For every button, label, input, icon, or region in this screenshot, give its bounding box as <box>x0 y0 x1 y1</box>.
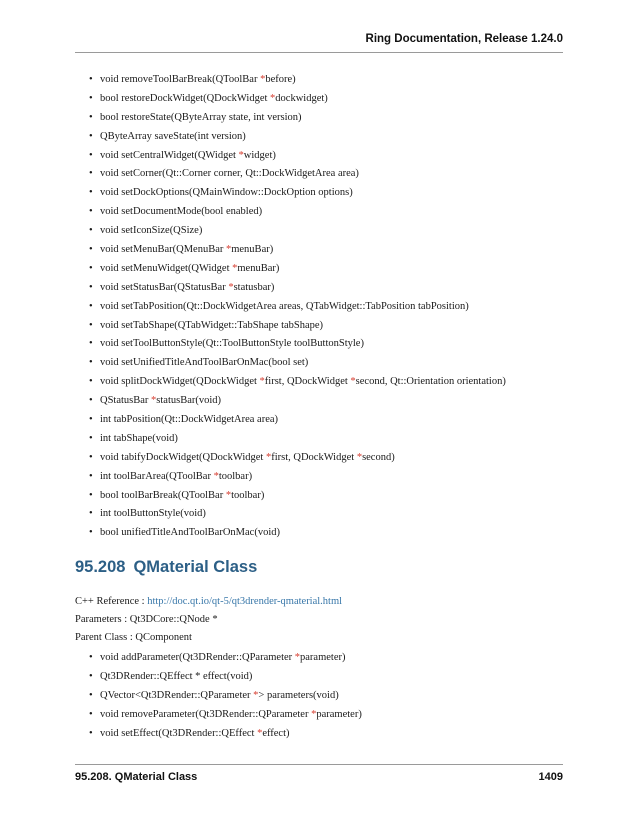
method-item <box>89 449 506 468</box>
method-item <box>89 649 362 668</box>
footer-section: 95.208. QMaterial Class <box>75 771 198 783</box>
pointer-star: * <box>225 244 232 256</box>
page-number: 1409 <box>538 771 563 783</box>
method-item <box>89 109 506 128</box>
method-list-bottom <box>89 649 362 743</box>
bullet-icon: • <box>89 727 93 739</box>
method-text: widget) <box>243 149 276 161</box>
method-item <box>89 335 506 354</box>
bullet-icon: • <box>89 670 93 682</box>
bullet-icon: • <box>89 376 93 388</box>
method-item <box>89 203 506 222</box>
method-text: void setUnifiedTitleAndToolBarOnMac(bool set) <box>100 357 309 369</box>
method-item <box>89 147 506 166</box>
reference-label: C++ Reference : <box>75 596 148 607</box>
method-item <box>89 317 506 336</box>
bullet-icon: • <box>89 262 93 274</box>
bullet-icon: • <box>89 689 93 701</box>
bullet-icon: • <box>89 92 93 104</box>
method-item <box>89 725 362 744</box>
pointer-star: * <box>225 489 232 501</box>
bullet-icon: • <box>89 281 93 293</box>
method-text: > parameters(void) <box>258 689 339 701</box>
section-title: QMaterial Class <box>133 558 258 576</box>
method-text: void setToolButtonStyle(Qt::ToolButtonStyle toolButtonStyle) <box>100 338 364 350</box>
bullet-icon: • <box>89 357 93 369</box>
running-footer <box>75 771 563 783</box>
cpp-reference <box>75 596 342 607</box>
method-text: bool unifiedTitleAndToolBarOnMac(void) <box>100 527 280 539</box>
method-text: int toolBarArea(QToolBar <box>100 470 214 482</box>
bullet-icon: • <box>89 708 93 720</box>
header-divider <box>75 52 563 53</box>
bullet-icon: • <box>89 206 93 218</box>
method-item <box>89 411 506 430</box>
running-header: Ring Documentation, Release 1.24.0 <box>365 33 563 45</box>
bullet-icon: • <box>89 74 93 85</box>
bullet-icon: • <box>89 319 93 331</box>
method-text: void setTabShape(QTabWidget::TabShape tabShape) <box>100 319 324 331</box>
method-item <box>89 524 506 543</box>
method-item <box>89 184 506 203</box>
bullet-icon: • <box>89 527 93 539</box>
method-text: void tabifyDockWidget(QDockWidget <box>100 451 266 463</box>
bullet-icon: • <box>89 395 93 407</box>
bullet-icon: • <box>89 652 93 663</box>
pointer-star: * <box>213 470 219 482</box>
method-text: second, Qt::Orientation orientation) <box>355 376 506 388</box>
bullet-icon: • <box>89 338 93 350</box>
parent-class-line: Parent Class : QComponent <box>75 632 192 643</box>
method-text: int tabShape(void) <box>100 432 178 444</box>
pointer-star: * <box>228 281 234 293</box>
method-item <box>89 687 362 706</box>
method-item <box>89 165 506 184</box>
method-item <box>89 487 506 506</box>
method-text: QByteArray saveState(int version) <box>100 130 246 142</box>
method-text: second) <box>362 451 395 463</box>
bullet-icon: • <box>89 300 93 312</box>
pointer-star: * <box>259 376 265 388</box>
pointer-star: * <box>270 92 276 104</box>
method-text: void setDocumentMode(bool enabled) <box>100 206 263 218</box>
method-text: parameter) <box>316 708 362 720</box>
bullet-icon: • <box>89 244 93 256</box>
section-number: 95.208 <box>75 558 126 576</box>
pointer-star: * <box>232 262 238 274</box>
method-text: bool restoreState(QByteArray state, int version) <box>100 111 302 123</box>
pointer-star: * <box>356 451 363 463</box>
method-text: void setCentralWidget(QWidget <box>100 149 239 161</box>
bullet-icon: • <box>89 225 93 237</box>
pointer-star: * <box>265 451 272 463</box>
method-text: void setEffect(Qt3DRender::QEffect <box>100 727 258 739</box>
method-item <box>89 128 506 147</box>
method-text: effect) <box>262 727 290 739</box>
bullet-icon: • <box>89 168 93 180</box>
method-text: void splitDockWidget(QDockWidget <box>100 376 260 388</box>
bullet-icon: • <box>89 451 93 463</box>
method-item <box>89 392 506 411</box>
method-item <box>89 279 506 298</box>
pointer-star: * <box>350 376 356 388</box>
method-text: parameter) <box>300 652 346 663</box>
pointer-star: * <box>260 74 266 85</box>
method-text: toolbar) <box>218 470 253 482</box>
method-text: void setMenuWidget(QWidget <box>100 262 233 274</box>
method-text: QStatusBar <box>100 395 152 407</box>
method-text: void setCorner(Qt::Corner corner, Qt::DockWidgetArea area) <box>100 168 359 180</box>
bullet-icon: • <box>89 432 93 444</box>
method-item <box>89 260 506 279</box>
method-text: Qt3DRender::QEffect * effect(void) <box>100 670 253 682</box>
method-text: void removeToolBarBreak(QToolBar <box>100 74 261 85</box>
method-list-top <box>89 71 506 543</box>
method-item <box>89 298 506 317</box>
method-text: void setIconSize(QSize) <box>100 225 203 237</box>
method-text: void setDockOptions(QMainWindow::DockOption options) <box>100 187 353 199</box>
method-item <box>89 505 506 524</box>
method-item <box>89 373 506 392</box>
method-text: statusBar(void) <box>156 395 222 407</box>
reference-link[interactable]: http://doc.qt.io/qt-5/qt3drender-qmaterial.html <box>147 596 343 607</box>
bullet-icon: • <box>89 508 93 520</box>
method-text: dockwidget) <box>275 92 328 104</box>
method-item <box>89 706 362 725</box>
pointer-star: * <box>151 395 157 407</box>
parameters-line: Parameters : Qt3DCore::QNode * <box>75 614 218 625</box>
bullet-icon: • <box>89 111 93 123</box>
method-item <box>89 668 362 687</box>
method-item <box>89 430 506 449</box>
pointer-star: * <box>294 652 301 663</box>
method-text: void setStatusBar(QStatusBar <box>100 281 229 293</box>
bullet-icon: • <box>89 489 93 501</box>
method-text: first, QDockWidget <box>264 376 351 388</box>
method-text: before) <box>265 74 296 85</box>
method-text: int tabPosition(Qt::DockWidgetArea area) <box>100 414 279 426</box>
method-text: void setTabPosition(Qt::DockWidgetArea areas, QTabWidget::TabPosition tabPosition) <box>100 300 469 312</box>
bullet-icon: • <box>89 470 93 482</box>
method-item <box>89 90 506 109</box>
method-text: statusbar) <box>233 281 275 293</box>
method-text: bool restoreDockWidget(QDockWidget <box>100 92 271 104</box>
method-item <box>89 71 506 90</box>
method-text: void removeParameter(Qt3DRender::QParameter <box>100 708 312 720</box>
method-text: first, QDockWidget <box>271 451 357 463</box>
method-text: int toolButtonStyle(void) <box>100 508 206 520</box>
bullet-icon: • <box>89 130 93 142</box>
pointer-star: * <box>238 149 244 161</box>
method-text: menuBar) <box>231 244 274 256</box>
bullet-icon: • <box>89 149 93 161</box>
method-item <box>89 241 506 260</box>
method-text: void addParameter(Qt3DRender::QParameter <box>100 652 295 663</box>
method-text: bool toolBarBreak(QToolBar <box>100 489 226 501</box>
pointer-star: * <box>257 727 263 739</box>
method-text: void setMenuBar(QMenuBar <box>100 244 226 256</box>
method-item <box>89 354 506 373</box>
section-heading <box>75 558 257 577</box>
method-item <box>89 468 506 487</box>
pointer-star: * <box>253 689 259 701</box>
pointer-star: * <box>311 708 317 720</box>
method-text: toolbar) <box>231 489 265 501</box>
footer-divider <box>75 764 563 765</box>
bullet-icon: • <box>89 414 93 426</box>
bullet-icon: • <box>89 187 93 199</box>
method-text: menuBar) <box>237 262 280 274</box>
method-item <box>89 222 506 241</box>
method-text: QVector<Qt3DRender::QParameter <box>100 689 254 701</box>
